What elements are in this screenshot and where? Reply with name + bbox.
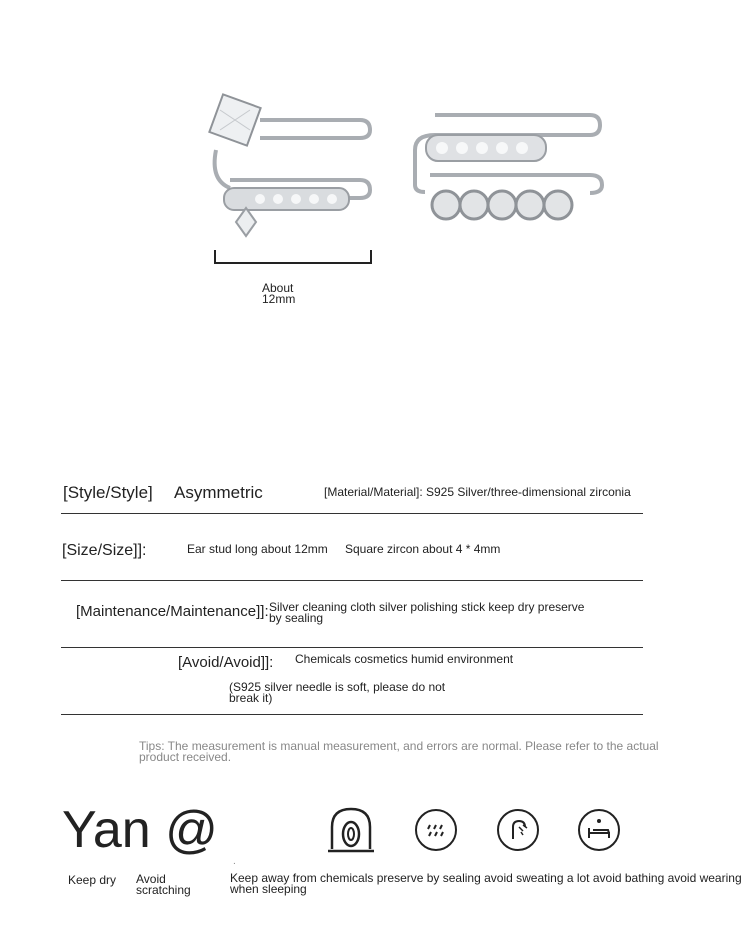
avoid-label: [Avoid/Avoid]]: xyxy=(178,654,274,671)
size-value-1: Ear stud long about 12mm xyxy=(187,542,328,556)
avoid-value: Chemicals cosmetics humid environment xyxy=(295,652,514,666)
brand-logo: Yan @ xyxy=(62,801,218,859)
arch-ring-icon xyxy=(326,805,376,855)
product-image xyxy=(190,80,620,250)
divider-2 xyxy=(61,580,643,581)
tips-text: Tips: The measurement is manual measurement, and errors are normal. Please refer to the actual product received. xyxy=(139,739,659,764)
style-label: [Style/Style] xyxy=(63,483,153,502)
maintenance-value: Silver cleaning cloth silver polishing stick keep dry preserve by sealing xyxy=(269,600,585,625)
divider-1 xyxy=(61,513,643,514)
measure-bracket xyxy=(213,248,375,266)
divider-3 xyxy=(61,647,643,648)
left-ear-cuff-stones xyxy=(209,94,349,236)
bed-icon xyxy=(578,809,620,851)
material-label: [Material/Material]: xyxy=(324,485,423,499)
caption-avoid-scratching: Avoid scratching xyxy=(136,872,191,897)
caption-care-tips: Keep away from chemicals preserve by sealing avoid sweating a lot avoid bathing avoid wearing when sleeping xyxy=(230,871,742,896)
style-value: Asymmetric xyxy=(174,483,263,502)
material-value: S925 Silver/three-dimensional zirconia xyxy=(426,485,631,499)
caption-keep-dry: Keep dry xyxy=(68,873,117,887)
divider-4 xyxy=(61,714,643,715)
sweat-drops-icon xyxy=(415,809,457,851)
brand-dot: . xyxy=(233,856,236,867)
shower-icon xyxy=(497,809,539,851)
maintenance-label: [Maintenance/Maintenance]]: xyxy=(76,603,269,620)
size-label: [Size/Size]]: xyxy=(62,542,147,559)
measure-label: About 12mm xyxy=(262,281,296,306)
avoid-note: (S925 silver needle is soft, please do not break it) xyxy=(229,680,446,705)
size-value-2: Square zircon about 4 * 4mm xyxy=(345,542,501,556)
